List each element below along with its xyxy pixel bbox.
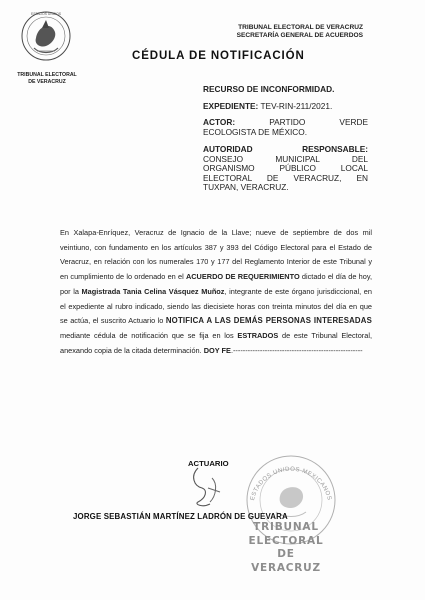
body-bold-acuerdo: ACUERDO DE REQUERIMIENTO [185, 272, 300, 282]
case-expediente [203, 102, 368, 112]
notification-body [60, 226, 372, 358]
stamp-arc-text: ESTADOS UNIDOS MEXICANOS [249, 466, 333, 502]
stamp-line1: TRIBUNAL [253, 521, 319, 533]
document-title: CÉDULA DE NOTIFICACIÓN [132, 50, 305, 62]
expediente-label: EXPEDIENTE: [203, 101, 259, 111]
expediente-value: TEV-RIN-211/2021. [260, 101, 333, 111]
institution-header [237, 24, 363, 40]
seal-caption-line1: TRIBUNAL ELECTORAL [17, 72, 77, 78]
body-paragraph [60, 226, 372, 358]
autoridad-line3: ELECTORAL DE VERACRUZ, EN [203, 172, 368, 183]
header-line2: SECRETARÍA GENERAL DE ACUERDOS [236, 32, 363, 39]
autoridad-line4: TUXPAN, VERACRUZ. [203, 182, 289, 193]
body-bold-notifica: NOTIFICA A LAS DEMÁS PERSONAS INTERESADAS [165, 316, 372, 326]
stamp-line3: DE VERACRUZ [251, 548, 321, 574]
body-text-1: En Xalapa-Enríquez, Veracruz de Ignacio de la Llave; nueve de septiembre de dos mil veintiuno, con fundamento en los artículos 387 y 393 del Código Electoral para el Estado de Veracruz, en relación con los numerales 170 y 177 del Reglamento Interior de este Tribunal y en cumplimiento de lo ordenado en el [60, 228, 372, 282]
case-recurso [203, 85, 368, 95]
body-bold-estrados: ESTRADOS [237, 330, 279, 340]
coat-of-arms-seal [20, 8, 72, 68]
autoridad-line2: ORGANISMO PÚBLICO LOCAL [203, 163, 368, 174]
body-text-5: de este Tribunal Electoral, anexando copia de la citada determinación. [60, 330, 373, 355]
svg-text:ESTADOS UNIDOS: ESTADOS UNIDOS [30, 12, 62, 16]
actor-value-line2: ECOLOGISTA DE MÉXICO. [203, 126, 308, 137]
body-bold-doy-fe: DOY FE [203, 345, 231, 355]
signer-name: JORGE SEBASTIÁN MARTÍNEZ LADRÓN DE GUEVARA [73, 512, 288, 521]
header-line1: TRIBUNAL ELECTORAL DE VERACRUZ [238, 24, 363, 31]
stamp-text [246, 521, 326, 575]
actor-value-line1: PARTIDO VERDE [269, 117, 368, 127]
seal-caption [8, 72, 86, 86]
body-bold-magistrada: Magistrada Tania Celina Vásquez Muñoz [81, 286, 225, 296]
seal-caption-line2: DE VERACRUZ [28, 79, 66, 85]
signer-role: ACTUARIO [188, 459, 229, 468]
actor-label: ACTOR: [203, 117, 236, 127]
autoridad-line1: CONSEJO MUNICIPAL DEL [203, 153, 368, 164]
body-text-2: dictado el día de hoy, por la [60, 272, 372, 296]
recurso-text: RECURSO DE INCONFORMIDAD. [203, 84, 335, 94]
case-actor [203, 118, 368, 137]
body-text-6: .----------------------------------------------------- [230, 345, 363, 355]
stamp-line2: ELECTORAL [248, 534, 324, 547]
autoridad-label-text: AUTORIDAD RESPONSABLE: [203, 144, 368, 154]
body-text-3: , integrante de este órgano jurisdiccional, en el expediente al rubro indicado, siendo las diecisiete horas con treinta minutos del día en que se actúa, el suscrito Actuario lo [60, 286, 372, 326]
body-text-4: mediante cédula de notificación que se fija en los [60, 330, 238, 340]
case-autoridad [203, 145, 368, 193]
